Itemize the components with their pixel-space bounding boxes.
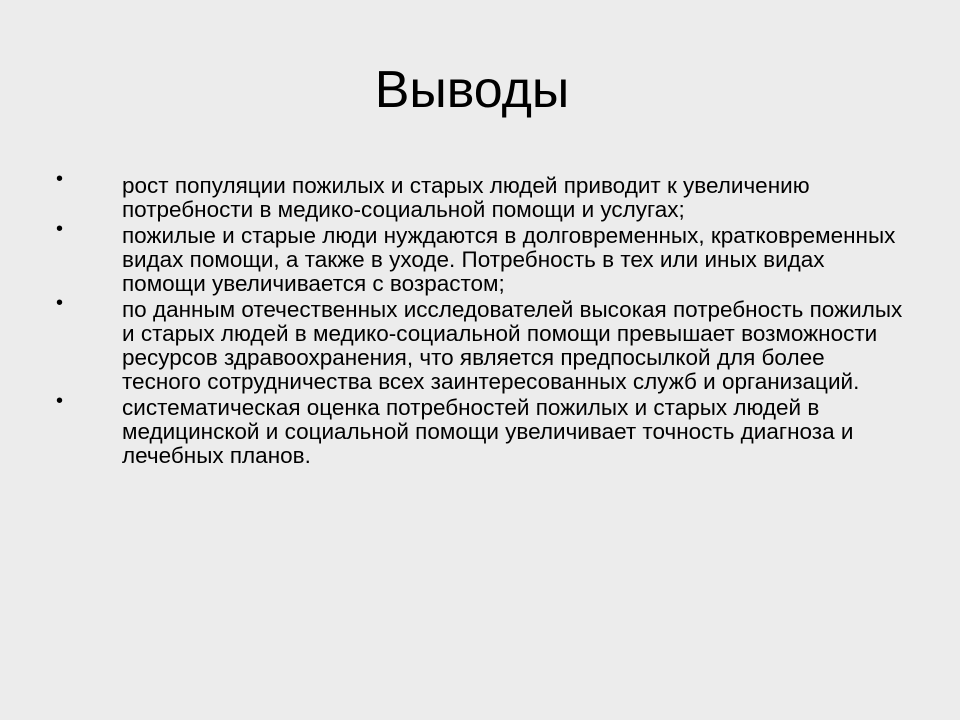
bullet-text: рост популяции пожилых и старых людей приводит к увеличению потребности в медико-социальной помощи и услугах; (122, 173, 810, 222)
slide-title: Выводы (374, 61, 570, 119)
bullet-item (56, 292, 906, 394)
bullet-item (56, 168, 906, 222)
bullet-icon: • (56, 292, 64, 314)
bullet-list (56, 168, 906, 470)
bullet-icon: • (56, 218, 64, 240)
bullet-item (56, 390, 906, 468)
bullet-text: систематическая оценка потребностей пожилых и старых людей в медицинской и социальной помощи увеличивает точность диагноза и лечебных планов. (122, 395, 854, 468)
bullet-icon: • (56, 168, 64, 190)
bullet-item (56, 218, 906, 296)
bullet-icon: • (56, 390, 64, 412)
bullet-text: пожилые и старые люди нуждаются в долговременных, кратковременных видах помощи, а также в уходе. Потребность в тех или иных видах помощи увеличивается с возрастом; (122, 223, 896, 296)
bullet-text: по данным отечественных исследователей высокая потребность пожилых и старых людей в медико-социальной помощи превышает возможности ресурсов здравоохранения, что является предпосылкой для более тесного сотрудничества всех заинтересованных служб и организаций. (122, 297, 903, 394)
